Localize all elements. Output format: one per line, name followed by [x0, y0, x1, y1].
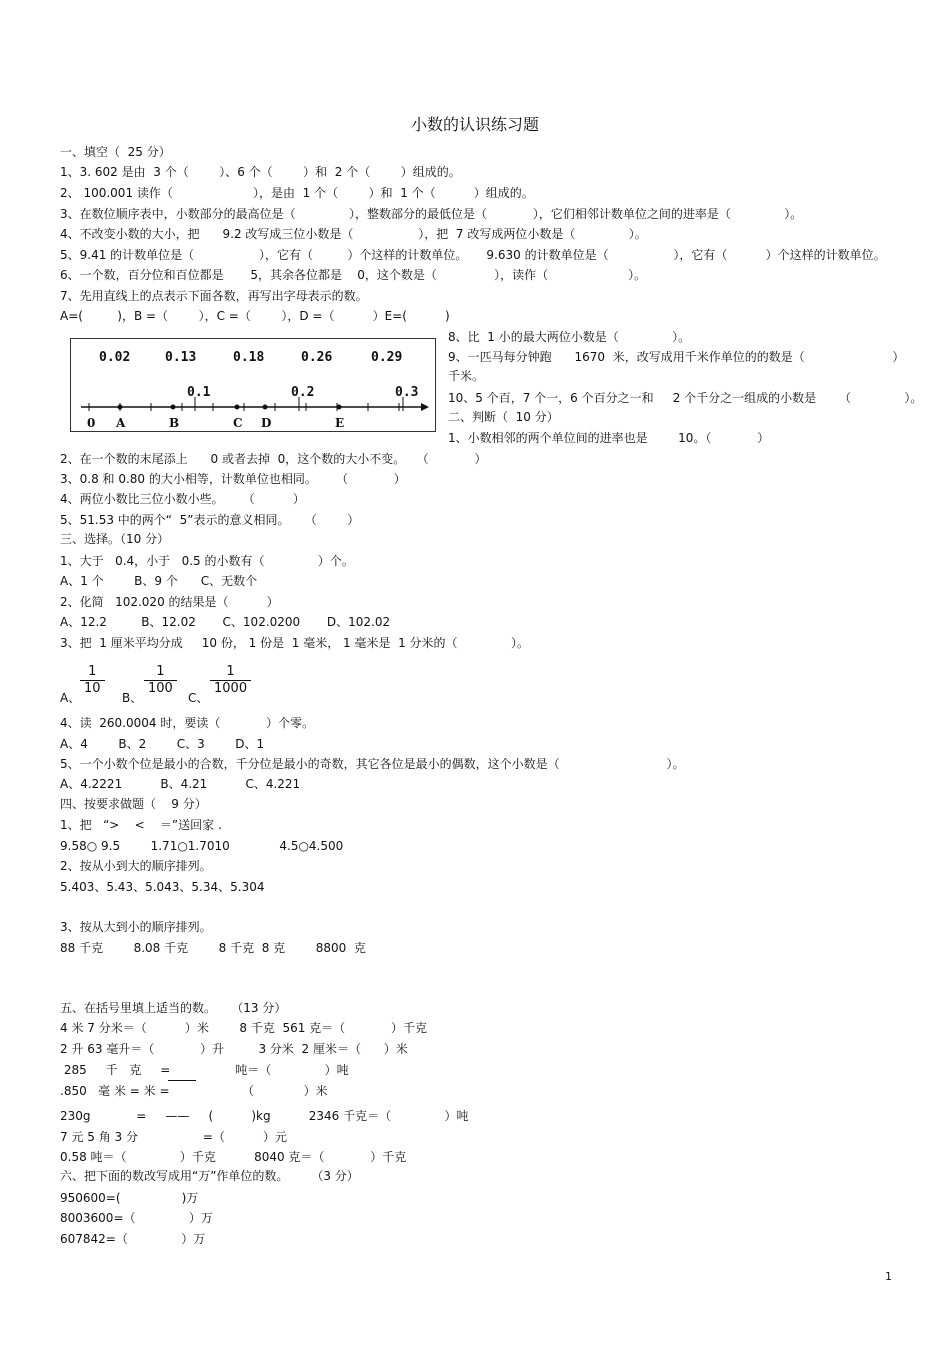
question-1-9-unit: 千米。: [448, 369, 485, 383]
point-letter: A: [116, 416, 126, 430]
option-label: B、: [122, 691, 143, 705]
fraction-denominator: 1000: [214, 681, 248, 696]
wan-line-3: 607842=（ ）万: [60, 1232, 206, 1246]
question-1-4: 4、不改变小数的大小，把 9.2 改写成三位小数是（ ），把 7 改写成两位小数是（ ）。: [60, 227, 647, 241]
question-2-3: 3、0.8 和 0.80 的大小相等，计数单位也相同。 （ ）: [60, 472, 406, 486]
page-title: 小数的认识练习题: [410, 115, 539, 134]
fraction-option-c: [210, 664, 251, 697]
value-label: 0.26: [301, 350, 333, 365]
fraction-numerator: 1: [80, 664, 105, 681]
conversion-line-1: 4 米 7 分米＝（ ）米 8 千克 561 克＝（ ）千克: [60, 1021, 427, 1035]
value-label: 0.29: [371, 350, 403, 365]
conversion-line-3: 285 千 克 = 吨＝（ ）吨: [60, 1063, 349, 1077]
question-1-9: 9、一匹马每分钟跑 1670 米，改写成用千米作单位的的数是（ ）: [448, 350, 905, 364]
conversion-line-5: 230g = —— ( )kg 2346 千克＝（ ）吨: [60, 1109, 469, 1123]
question-3-5-options: A、4.2221 B、4.21 C、4.221: [60, 777, 301, 791]
section-4-header: 四、按要求做题（ 9 分）: [60, 797, 207, 811]
option-label: C、: [188, 691, 209, 705]
conversion-line-6: 7 元 5 角 3 分 =（ ）元: [60, 1130, 288, 1144]
value-label: 0.02: [99, 350, 131, 365]
axis-arrow: [421, 403, 429, 411]
question-1-6: 6、一个数，百分位和百位都是 5，其余各位都是 0，这个数是（ ），读作（ ）。: [60, 268, 647, 282]
tick-label: 0.3: [395, 385, 419, 400]
fraction-denominator: 100: [148, 681, 173, 696]
wan-line-1: 950600=( )万: [60, 1191, 199, 1205]
section-1-header: 一、填空（ 25 分）: [60, 145, 171, 159]
question-3-1: 1、大于 0.4，小于 0.5 的小数有（ ）个。: [60, 554, 354, 568]
point-d: [263, 405, 268, 410]
point-b: [171, 405, 176, 410]
option-label: A、: [60, 691, 81, 705]
page-number: 1: [885, 1270, 892, 1283]
question-1-1: 1、3. 602 是由 3 个（ ）、6 个（ ）和 2 个（ ）组成的。: [60, 165, 461, 179]
question-2-4: 4、两位小数比三位小数小些。 （ ）: [60, 492, 305, 506]
question-1-8: 8、比 1 小的最大两位小数是（ ）。: [448, 330, 691, 344]
fraction-option-b: [144, 664, 177, 697]
question-4-1: 1、把 “> < ＝”送回家 .: [60, 818, 222, 832]
number-line-figure: [70, 338, 436, 432]
fraction-bar: [168, 1080, 196, 1081]
question-1-3: 3、在数位顺序表中，小数部分的最高位是（ ），整数部分的最低位是（ ），它们相邻计数单位之间的进率是（ ）。: [60, 207, 803, 221]
fraction-numerator: 1: [210, 664, 251, 681]
question-2-2: 2、在一个数的末尾添上 0 或者去掉 0，这个数的大小不变。 （ ）: [60, 452, 487, 466]
question-3-3: 3、把 1 厘米平均分成 10 份， 1 份是 1 毫米， 1 毫米是 1 分米的（ ）。: [60, 636, 529, 650]
zero-label: 0: [87, 416, 96, 430]
value-label: 0.18: [233, 350, 265, 365]
wan-line-2: 8003600=（ ）万: [60, 1211, 213, 1225]
tick-label: 0.2: [291, 385, 315, 400]
point-letter: D: [261, 416, 272, 430]
section-3-header: 三、选择。（10 分）: [60, 532, 170, 546]
question-1-5: 5、9.41 的计数单位是（ ），它有（ ）个这样的计数单位。 9.630 的计数单位是（ ），它有（ ）个这样的计数单位。: [60, 248, 886, 262]
question-1-7-answers: A=( )，B =（ ），C =（ ），D =（ ）E=( ): [60, 309, 450, 323]
question-4-1-items: 9.58○ 9.5 1.71○1.7010 4.5○4.500: [60, 839, 344, 853]
question-3-2-options: A、12.2 B、12.02 C、102.0200 D、102.02: [60, 615, 391, 629]
question-3-5: 5、一个小数个位是最小的合数，千分位是最小的奇数，其它各位是最小的偶数，这个小数是（ ）。: [60, 757, 685, 771]
question-3-4-options: A、4 B、2 C、3 D、1: [60, 737, 265, 751]
question-3-4: 4、读 260.0004 时，要读（ ）个零。: [60, 716, 315, 730]
point-letter: C: [233, 416, 243, 430]
tick-label: 0.1: [187, 385, 211, 400]
fraction-option-a: [80, 664, 105, 697]
question-4-3-items: 88 千克 8.08 千克 8 千克 8 克 8800 克: [60, 941, 366, 955]
question-4-2: 2、按从小到大的顺序排列。: [60, 859, 212, 873]
question-1-7: 7、先用直线上的点表示下面各数，再写出字母表示的数。: [60, 289, 368, 303]
section-6-header: 六、把下面的数改写成用“万”作单位的数。 （3 分）: [60, 1169, 359, 1183]
conversion-line-4: .850 毫 米 = 米 = （ ）米: [60, 1084, 328, 1098]
value-label: 0.13: [165, 350, 197, 365]
question-1-2: 2、 100.001 读作（ ），是由 1 个（ ）和 1 个（ ）组成的。: [60, 186, 534, 200]
fraction-denominator: 10: [84, 681, 101, 696]
number-line-svg: [71, 339, 435, 431]
question-3-1-options: A、1 个 B、9 个 C、无数个: [60, 574, 258, 588]
question-2-5: 5、51.53 中的两个“ 5”表示的意义相同。 （ ）: [60, 513, 360, 527]
point-a: [118, 405, 123, 410]
question-1-10: 10、5 个百，7 个一，6 个百分之一和 2 个千分之一组成的小数是 （ ）。: [448, 391, 923, 405]
question-4-3: 3、按从大到小的顺序排列。: [60, 920, 212, 934]
fraction-numerator: 1: [144, 664, 177, 681]
point-c: [235, 405, 240, 410]
conversion-line-2: 2 升 63 毫升＝（ ）升 3 分米 2 厘米＝（ ）米: [60, 1042, 408, 1056]
section-5-header: 五、在括号里填上适当的数。 （13 分）: [60, 1001, 287, 1015]
point-letter: E: [335, 416, 345, 430]
question-3-2: 2、化简 102.020 的结果是（ ）: [60, 595, 279, 609]
point-e: [337, 405, 342, 410]
point-letter: B: [169, 416, 180, 430]
question-2-1: 1、小数相邻的两个单位间的进率也是 10。（ ）: [448, 431, 770, 445]
conversion-line-7: 0.58 吨＝（ ）千克 8040 克＝（ ）千克: [60, 1150, 407, 1164]
section-2-header: 二、判断（ 10 分）: [448, 410, 559, 424]
question-4-2-items: 5.403、5.43、5.043、5.34、5.304: [60, 880, 265, 894]
